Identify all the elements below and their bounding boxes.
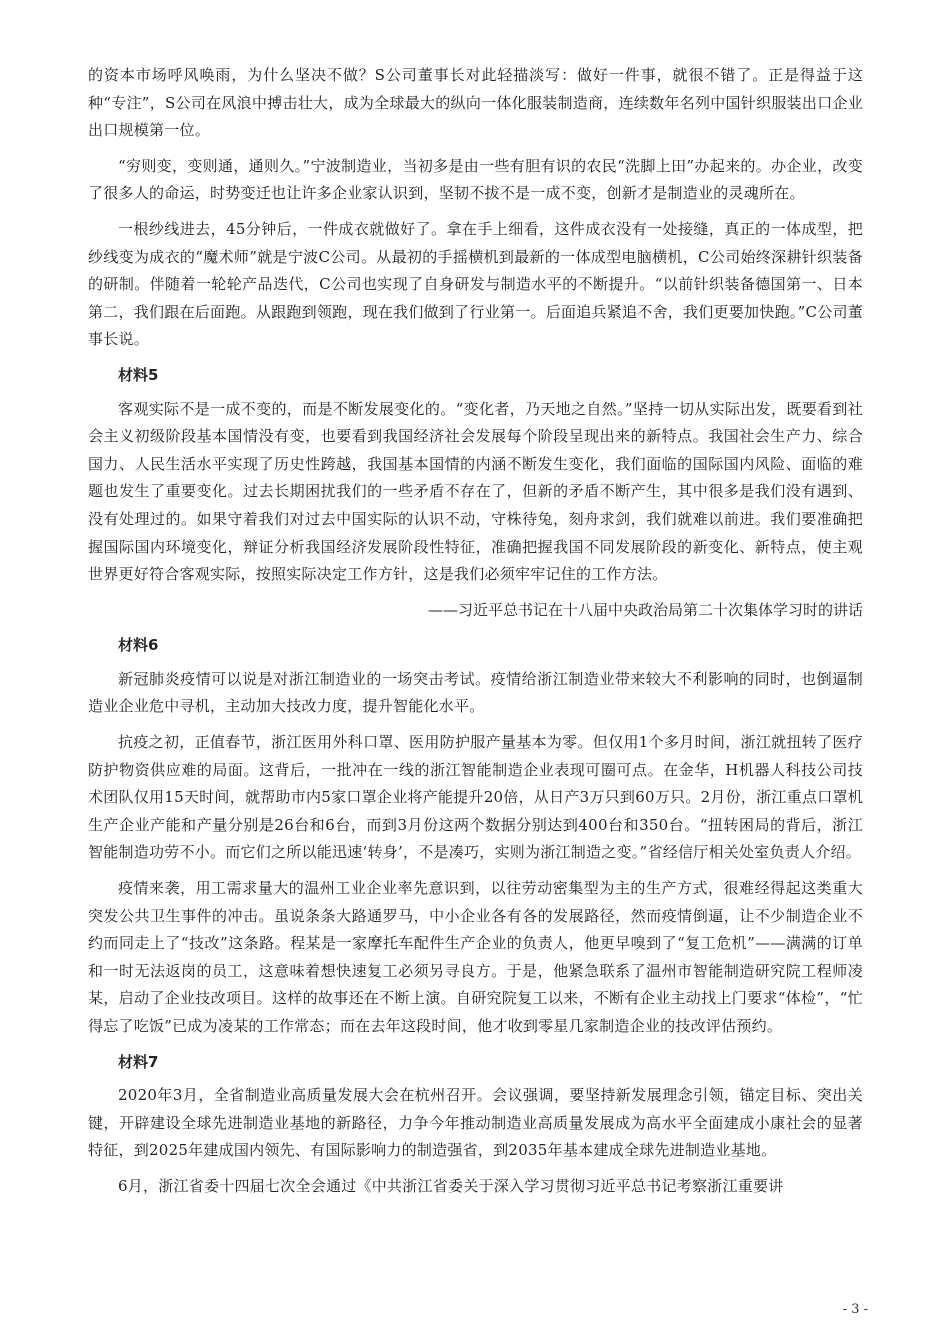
paragraph-c-company: 一根纱线进去，45分钟后，一件成衣就做好了。拿在手上细看，这件成衣没有一处接缝，真正的一体成型，把纱线变为成衣的“魔术师”就是宁波C公司。从最初的手摇横机到最新的一体成型电脑横机，C公司始终深耕针织装备的研制。伴随着一轮轮产品迭代，C公司也实现了自身研发与制造水平的不断提升。“以前针织装备德国第一、日本第二，我们跟在后面跑。从跟跑到领跑，现在我们做到了行业第一。后面追兵紧追不舍，我们更要加快跑。”C公司董事长说。 xyxy=(88,219,863,349)
paragraph-material-7-conference: 2020年3月，全省制造业高质量发展大会在杭州召开。会议强调，要坚持新发展理念引领，锚定目标、突出关键，开辟建设全球先进制造业基地的新路径，力争今年推动制造业高质量发展成为高水平全面建成小康社会的显著特征，到2025年建成国内领先、有国际影响力的制造强省，到2035年基本建成全球先进制造业基地。 xyxy=(88,1086,863,1160)
paragraph-ningbo-innovation: “穷则变，变则通，通则久。”宁波制造业，当初多是由一些有胆有识的农民“洗脚上田”办起来的。办企业，改变了很多人的命运，时势变迁也让许多企业家认识到，坚韧不拔不是一成不变，创新才是制造业的灵魂所在。 xyxy=(88,156,863,203)
material-6-heading: 材料6 xyxy=(118,636,159,655)
paragraph-material-6-wenzhou: 疫情来袭，用工需求量大的温州工业企业率先意识到，以往劳动密集型为主的生产方式，很难经得起这类重大突发公共卫生事件的冲击。虽说条条大路通罗马，中小企业各有各的发展路径，然而疫情倒逼，让不少制造企业不约而同走上了“技改”这条路。程某是一家摩托车配件生产企业的负责人，他更早嗅到了“复工危机”——满满的订单和一时无法返岗的员工，这意味着想快速复工必须另寻良方。于是，他紧急联系了温州市智能制造研究院工程师凌某，启动了企业技改项目。这样的故事还在不断上演。自研究院复工以来，不断有企业主动找上门要求“体检”，“忙得忘了吃饭”已成为凌某的工作常态；而在去年这段时间，他才收到零星几家制造企业的技改评估预约。 xyxy=(88,879,863,1035)
paragraph-material-7-june: 6月，浙江省委十四届七次全会通过《中共浙江省委关于深入学习贯彻习近平总书记考察浙江重要讲 xyxy=(118,1176,784,1195)
page-number: - 3 - xyxy=(842,1302,868,1317)
paragraph-material-5: 客观实际不是一成不变的，而是不断发展变化的。“变化者，乃天地之自然。”坚持一切从实际出发，既要看到社会主义初级阶段基本国情没有变，也要看到我国经济社会发展每个阶段呈现出来的新特点。我国社会生产力、综合国力、人民生活水平实现了历史性跨越，我国基本国情的内涵不断发生变化，我们面临的国际国内风险、面临的难题也发生了重要变化。过去长期困扰我们的一些矛盾不存在了，但新的矛盾不断产生，其中很多是我们没有遇到、没有处理过的。如果守着我们对过去中国实际的认识不动，守株待兔，刻舟求剑，我们就难以前进。我们要准确把握国际国内环境变化，辩证分析我国经济发展阶段性特征，准确把握我国不同发展阶段的新变化、新特点，使主观世界更好符合客观实际，按照实际决定工作方针，这是我们必须牢牢记住的工作方法。 xyxy=(88,399,863,584)
material-5-heading: 材料5 xyxy=(118,365,159,384)
document-body xyxy=(88,62,863,1209)
paragraph-continued: 的资本市场呼风唤雨，为什么坚决不做？S公司董事长对此轻描淡写：做好一件事，就很不错了。正是得益于这种“专注”，S公司在风浪中搏击壮大，成为全球最大的纵向一体化服装制造商，连续数年名列中国针织服装出口企业出口规模第一位。 xyxy=(88,66,863,140)
paragraph-material-6-masks: 抗疫之初，正值春节，浙江医用外科口罩、医用防护服产量基本为零。但仅用1个多月时间，浙江就扭转了医疗防护物资供应难的局面。这背后，一批冲在一线的浙江智能制造企业表现可圈可点。在金华，H机器人科技公司技术团队仅用15天时间，就帮助市内5家口罩企业将产能提升20倍，从日产3万只到60万只。2月份，浙江重点口罩机生产企业产能和产量分别是26台和6台，而到3月份这两个数据分别达到400台和350台。“扭转困局的背后，浙江智能制造功劳不小。而它们之所以能迅速‘转身’，不是凑巧，实则为浙江制造之变。”省经信厅相关处室负责人介绍。 xyxy=(88,733,863,862)
material-7-heading: 材料7 xyxy=(118,1052,159,1071)
paragraph-material-6-intro: 新冠肺炎疫情可以说是对浙江制造业的一场突击考试。疫情给浙江制造业带来较大不利影响的同时，也倒逼制造业企业危中寻机，主动加大技改力度，提升智能化水平。 xyxy=(88,669,863,716)
material-5-source: ——习近平总书记在十八届中央政治局第二十次集体学习时的讲话 xyxy=(427,600,863,619)
